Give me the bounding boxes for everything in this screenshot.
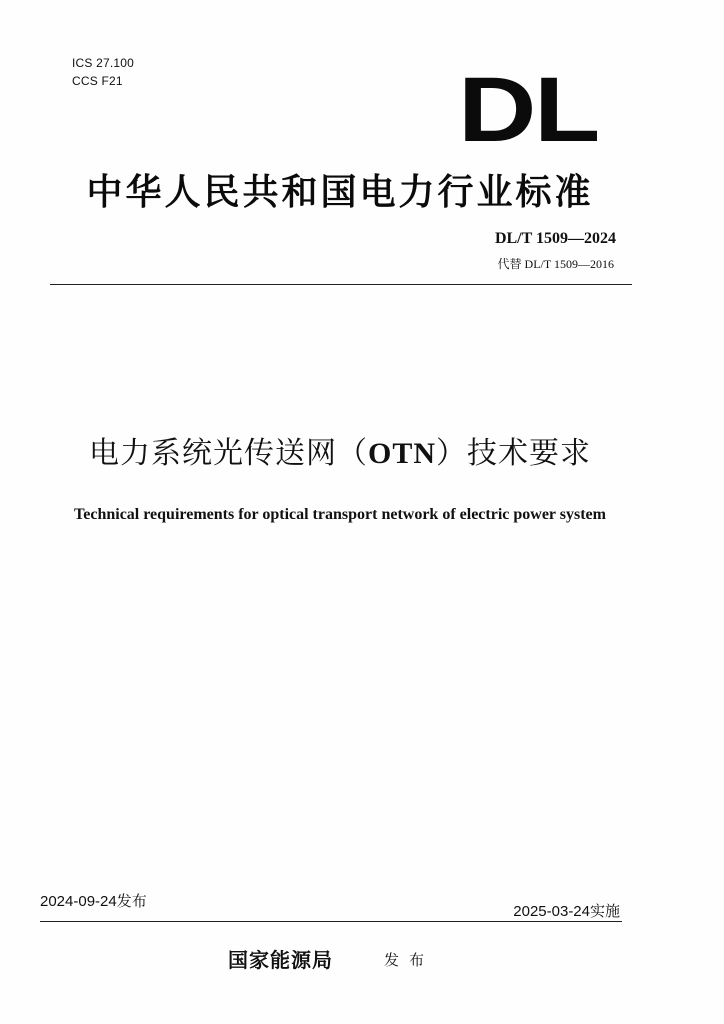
- standard-number-text: DL/T 1509—2024: [494, 230, 616, 247]
- document-title: [0, 428, 680, 472]
- document-title-acronym: OTN: [367, 437, 436, 470]
- ccs-code: CCS F21: [72, 74, 123, 88]
- implementation-date: 2025-03-24实施: [513, 903, 620, 920]
- footer-divider: [40, 921, 622, 922]
- issue-date: 2024-09-24发布: [40, 893, 147, 910]
- header-divider: [50, 284, 632, 285]
- standard-number: [495, 230, 616, 248]
- dl-logo: DL: [458, 59, 598, 161]
- replaces-standard: 代替 DL/T 1509—2016: [497, 257, 614, 271]
- document-subtitle: Technical requirements for optical transport network of electric power system: [74, 506, 606, 523]
- standard-title: 中华人民共和国电力行业标准: [86, 171, 594, 213]
- issuer-action: 发布: [384, 951, 435, 969]
- document-title-prefix: 电力系统光传送网（: [88, 436, 368, 471]
- document-title-suffix: ）技术要求: [436, 436, 591, 471]
- issuer-name: 国家能源局: [228, 948, 333, 972]
- ics-code: ICS 27.100: [72, 56, 135, 70]
